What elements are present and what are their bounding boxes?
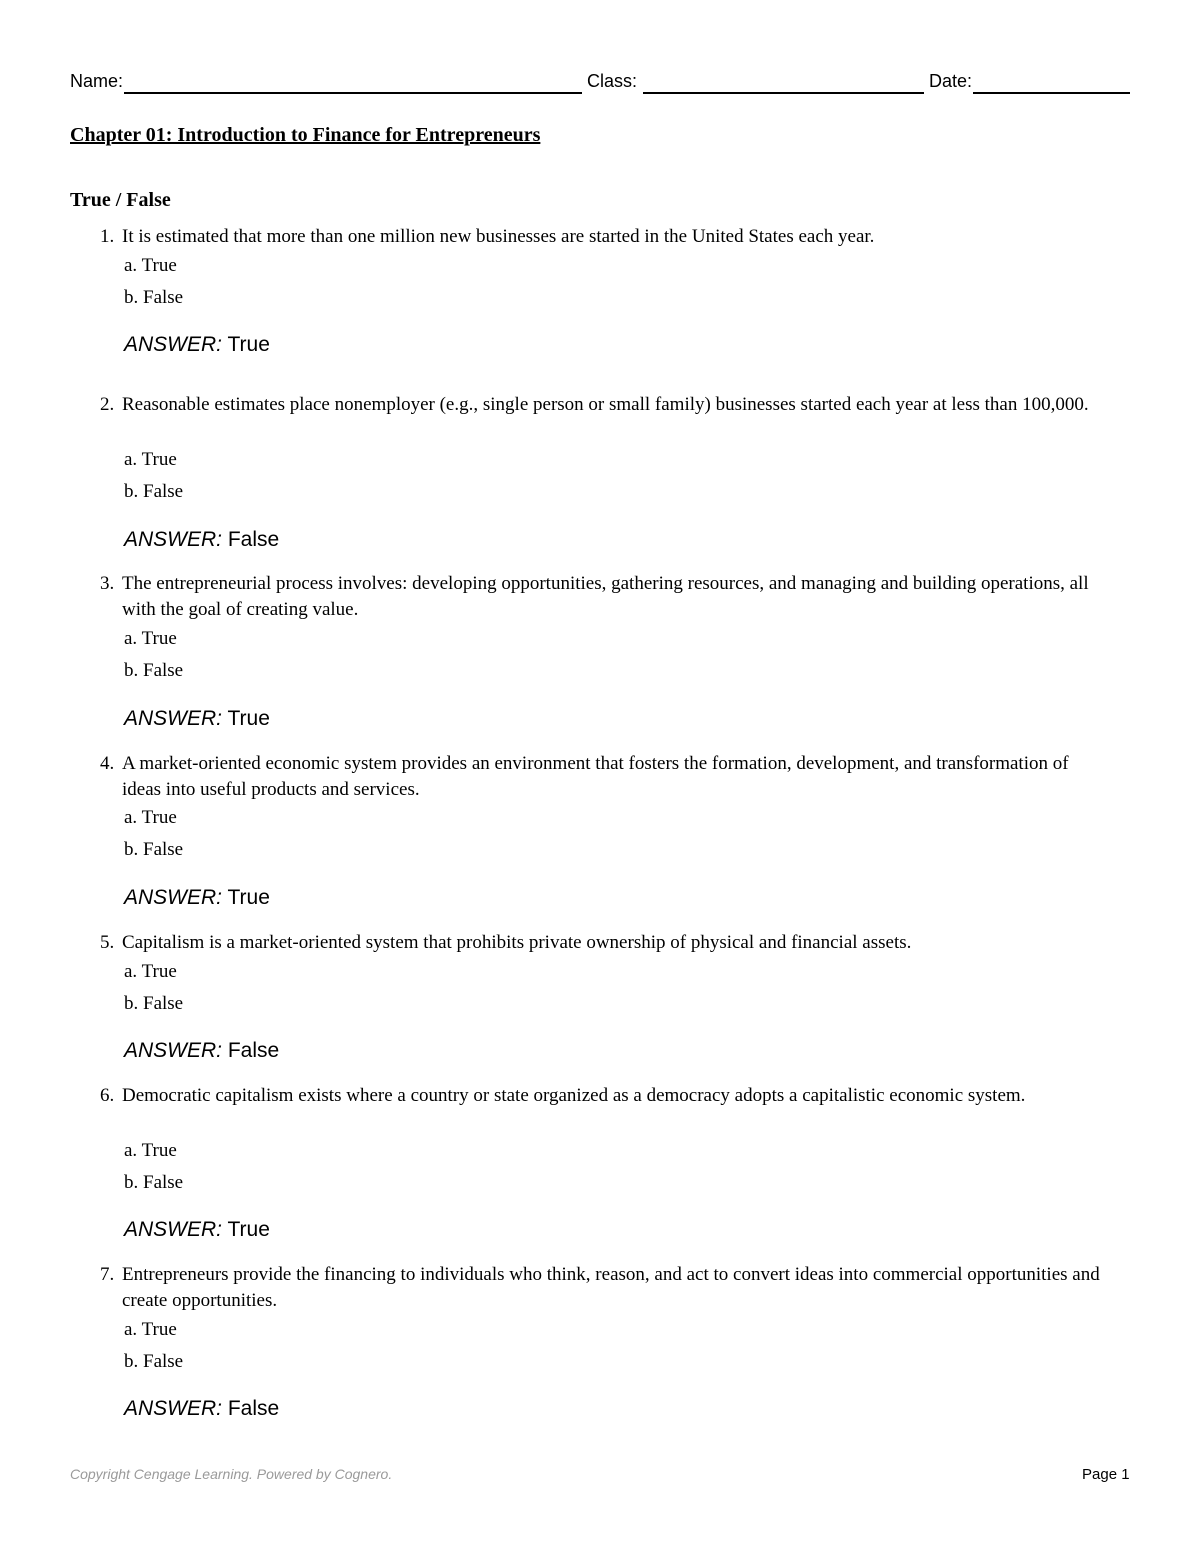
answer-label: ANSWER: (124, 1218, 223, 1241)
answer-label: ANSWER: (124, 1397, 223, 1420)
question-text: Capitalism is a market-oriented system that prohibits private ownership of physical and financial assets. (122, 932, 912, 953)
question-text: Democratic capitalism exists where a country or state organized as a democracy adopts a capitalistic economic system. (122, 1085, 1026, 1106)
document-header (70, 71, 1130, 97)
option-false: b. False (124, 660, 184, 681)
option-true: a. True (124, 255, 177, 276)
question-text: A market-oriented economic system provides an environment that fosters the formation, development, and transformation of ideas into useful products and services. (122, 753, 1069, 800)
question-text: Reasonable estimates place nonemployer (e.g., single person or small family) businesses started each year at less than 100,000. (122, 394, 1089, 415)
question-1 (100, 224, 1110, 250)
class-line (643, 92, 924, 94)
page-number: Page 1 (1082, 1466, 1130, 1483)
option-true: a. True (124, 961, 177, 982)
option-true: a. True (124, 628, 177, 649)
answer-value: True (227, 1218, 270, 1241)
option-true: a. True (124, 1319, 177, 1340)
answer-6 (124, 1218, 270, 1242)
answer-4 (124, 886, 270, 910)
option-false: b. False (124, 839, 184, 860)
answer-label: ANSWER: (124, 333, 223, 356)
question-number: 4. (100, 753, 115, 774)
answer-value: True (227, 707, 270, 730)
option-false: b. False (124, 993, 184, 1014)
answer-value: False (227, 1397, 280, 1420)
chapter-title: Chapter 01: Introduction to Finance for Entrepreneurs (70, 124, 541, 146)
option-false: b. False (124, 481, 184, 502)
question-6 (100, 1083, 1110, 1109)
option-false: b. False (124, 1172, 184, 1193)
question-text: Entrepreneurs provide the financing to individuals who think, reason, and act to convert ideas into commercial opportunities and create opportunities. (122, 1264, 1100, 1311)
answer-7 (124, 1397, 279, 1421)
answer-label: ANSWER: (124, 528, 223, 551)
section-heading: True / False (70, 189, 171, 211)
question-number: 3. (100, 573, 115, 594)
question-number: 6. (100, 1085, 115, 1106)
question-3 (100, 571, 1110, 623)
name-line (124, 92, 582, 94)
option-false: b. False (124, 287, 184, 308)
question-5 (100, 930, 1110, 956)
option-true: a. True (124, 807, 177, 828)
question-4 (100, 751, 1110, 803)
question-2 (100, 392, 1110, 418)
question-text: The entrepreneurial process involves: developing opportunities, gathering resources, and managing and building operations, all with the goal of creating value. (122, 573, 1089, 620)
answer-3 (124, 707, 270, 731)
question-number: 5. (100, 932, 115, 953)
answer-label: ANSWER: (124, 886, 223, 909)
answer-2 (124, 528, 279, 552)
answer-5 (124, 1039, 279, 1063)
question-number: 7. (100, 1264, 115, 1285)
copyright-notice: Copyright Cengage Learning. Powered by Cognero. (70, 1466, 393, 1482)
date-line (973, 92, 1130, 94)
answer-value: False (227, 528, 280, 551)
answer-1 (124, 333, 270, 357)
class-label: Class: (587, 71, 638, 91)
option-true: a. True (124, 1140, 177, 1161)
date-label: Date: (929, 71, 973, 91)
answer-label: ANSWER: (124, 1039, 223, 1062)
answer-value: True (227, 333, 270, 356)
question-number: 1. (100, 226, 115, 247)
question-7 (100, 1262, 1110, 1314)
answer-value: False (227, 1039, 280, 1062)
answer-label: ANSWER: (124, 707, 223, 730)
question-text: It is estimated that more than one million new businesses are started in the United States each year. (122, 226, 875, 247)
option-false: b. False (124, 1351, 184, 1372)
option-true: a. True (124, 449, 177, 470)
answer-value: True (227, 886, 270, 909)
name-label: Name: (70, 71, 124, 91)
question-number: 2. (100, 394, 115, 415)
